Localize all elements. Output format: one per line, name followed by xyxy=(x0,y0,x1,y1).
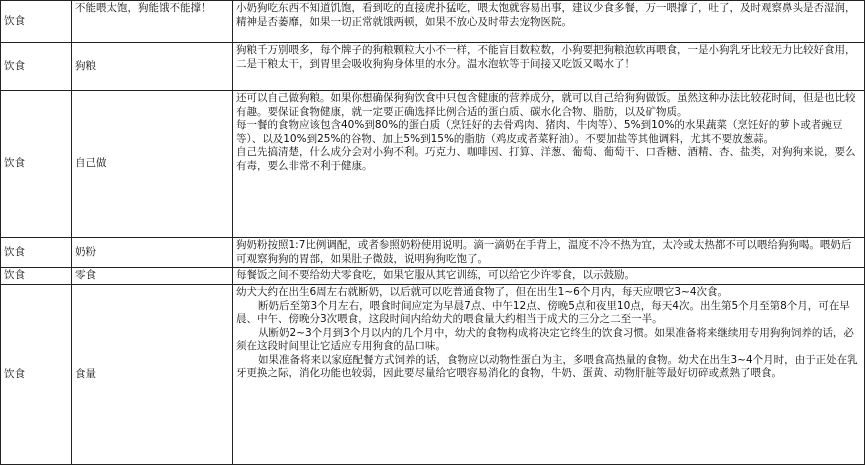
table-row xyxy=(1,91,865,238)
category-cell: 饮食 xyxy=(1,268,72,285)
table-row xyxy=(1,268,865,285)
table-row xyxy=(1,238,865,268)
content-paragraph: 狗奶粉按照1:7比例调配，或者参照奶粉使用说明。滴一滴奶在手背上，温度不冷不热为宜，太冷或太热都不可以喂给狗狗喝。喂奶后可观察狗狗的胃部，如果肚子微鼓，说明狗狗吃饱了。 xyxy=(236,239,852,265)
content-cell xyxy=(233,268,865,285)
content-cell xyxy=(233,43,865,91)
topic-cell: 不能喂太饱，狗能饿不能撑！ xyxy=(72,1,233,43)
content-paragraph: 幼犬大约在出生6周左右就断奶，以后就可以吃普通食物了，但在出生1~6个月内，每天应喂它3~4次食。 xyxy=(236,286,728,298)
content-cell xyxy=(233,285,865,465)
table-row xyxy=(1,1,865,43)
content-cell xyxy=(233,238,865,268)
topic-cell: 狗粮 xyxy=(72,43,233,91)
content-paragraph: 每餐饭之间不要给幼犬零食吃，如果它服从其它训练，可以给它少许零食，以示鼓励。 xyxy=(236,269,635,281)
category-cell: 饮食 xyxy=(1,43,72,91)
content-paragraph: 小奶狗吃东西不知道饥饱，看到吃的直接虎扑猛吃，喂太饱就容易出事，建议少食多餐，万一喂撑了，吐了，及时观察鼻头是否湿润，精神是否萎靡，如果一切正常就饿两顿，如果不放心及时带去宠物医院。 xyxy=(236,2,856,28)
topic-cell: 食量 xyxy=(72,285,233,465)
content-paragraph: 断奶后至第3个月左右，喂食时间应定为早晨7点、中午12点、傍晚5点和夜里10点，每天4次。出生第5个月至第8个月，可在早晨、中午、傍晚分3次喂食，这段时间内给幼犬的喂食量大约相当于成犬的三分之二至一半。 xyxy=(236,299,850,325)
content-cell xyxy=(233,1,865,43)
content-paragraph: 从断奶2~3个月到3个月以内的几个月中，幼犬的食物构成将决定它终生的饮食习惯。如果准备将来继续用专用狗狗饲养的话，必须在这段时间里让它适应专用狗食的品口味。 xyxy=(236,326,854,352)
content-paragraph: 还可以自己做狗粮。如果你想确保狗狗饮食中只包含健康的营养成分，就可以自己给狗狗做饭。虽然这种办法比较花时间，但是也比较有趣。要保证食物健康，就一定要正确选择比例合适的蛋白质、碳水化合物、脂肪，以及矿物质。 xyxy=(236,92,856,118)
content-paragraph: 狗粮千万别喂多，每个牌子的狗粮颗粒大小不一样，不能盲目数粒数，小狗要把狗粮泡软再喂食，一是小狗乳牙比较无力比较好食用，二是干粮太干，到胃里会吸收狗狗身体里的水分。温水泡软等于间接又吃饭又喝水了！ xyxy=(236,44,856,70)
category-cell: 饮食 xyxy=(1,238,72,268)
content-paragraph: 每一餐的食物应该包含40%到80%的蛋白质（烹饪好的去骨鸡肉、猪肉、牛肉等）、5%到10%的水果蔬菜（烹饪好的萝卜或者豌豆等）、以及10%到25%的谷物、加上5%到15%的脂肪（鸡皮或者菜籽油）。不要加盐等其他调料，尤其不要放葱蒜。 xyxy=(236,119,843,145)
topic-cell: 自己做 xyxy=(72,91,233,238)
category-cell: 饮食 xyxy=(1,285,72,465)
category-cell: 饮食 xyxy=(1,91,72,238)
topic-cell: 奶粉 xyxy=(72,238,233,268)
table-row xyxy=(1,285,865,465)
category-cell: 饮食 xyxy=(1,1,72,43)
content-cell xyxy=(233,91,865,238)
topic-cell: 零食 xyxy=(72,268,233,285)
content-paragraph: 自己先搞清楚，什么成分会对小狗不利。巧克力、咖啡因、打算、洋葱、葡萄、葡萄干、口香糖、酒精、杏、盐类，对狗狗来说，要么有毒，要么非常不利于健康。 xyxy=(236,146,856,172)
content-paragraph: 如果准备将来以家庭配餐方式饲养的话，食物应以动物性蛋白为主，多喂食高热量的食物。幼犬在出生3~4个月时，由于正处在乳牙更换之际，消化功能也较弱，因此要尽量给它喂容易消化的食物，牛奶、蛋黄、动物肝脏等最好切碎或煮熟了喂食。 xyxy=(236,353,858,379)
table-row xyxy=(1,43,865,91)
